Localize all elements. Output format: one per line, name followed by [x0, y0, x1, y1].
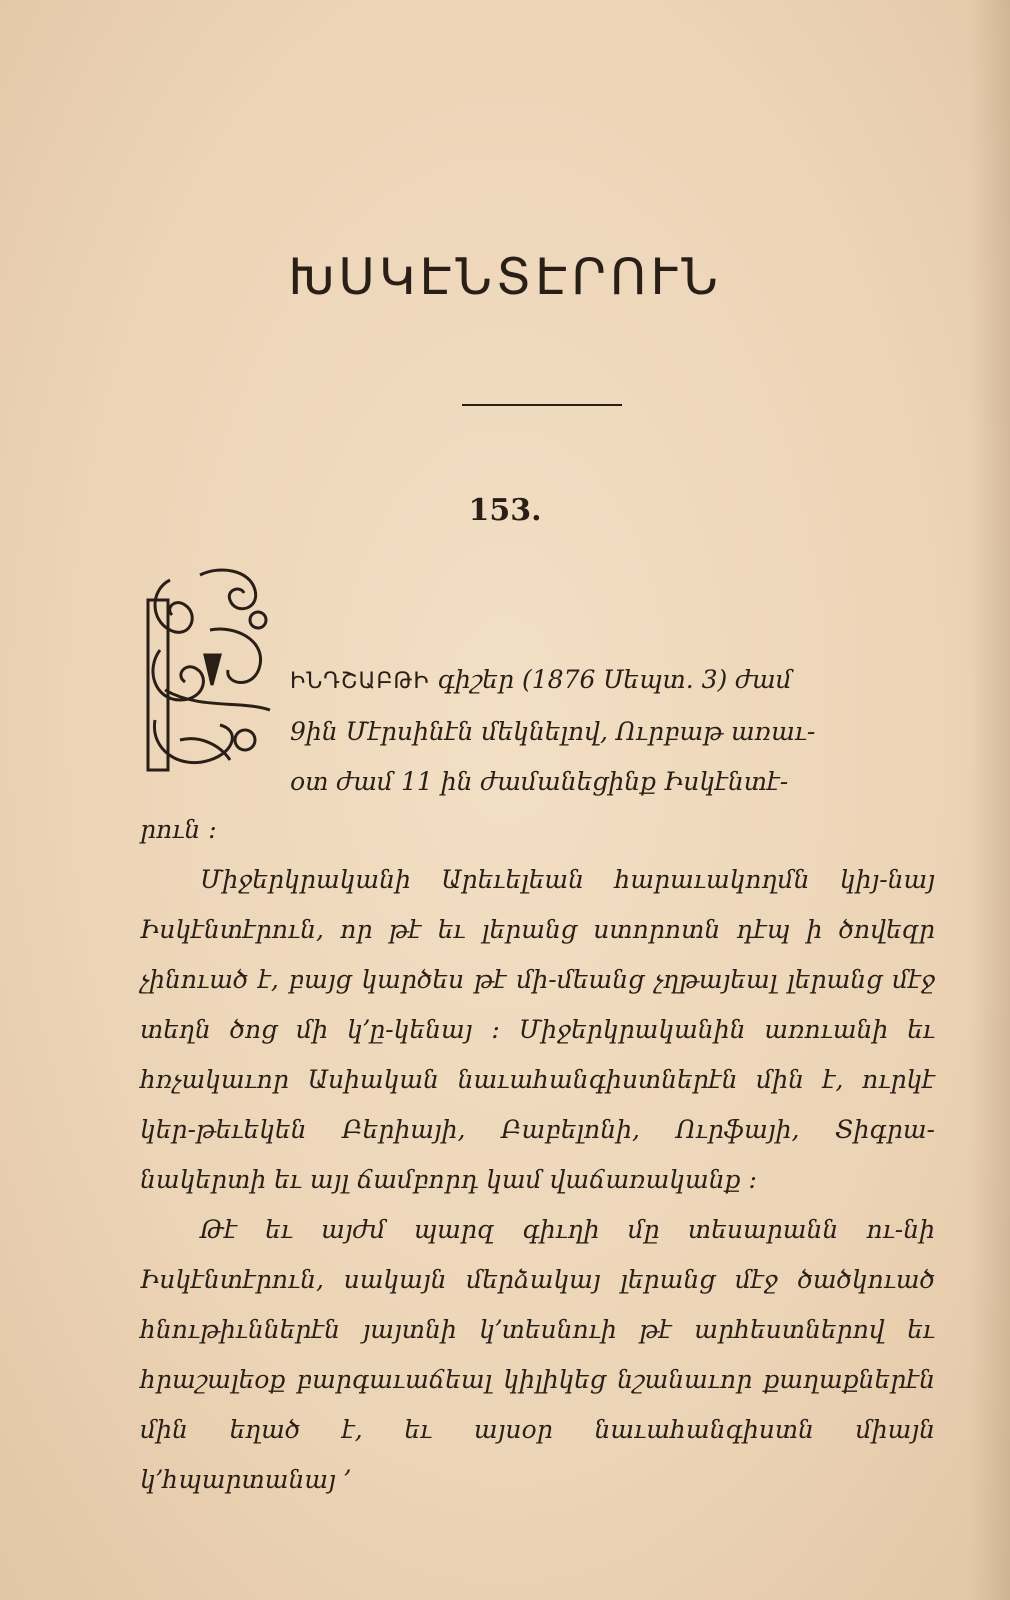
paragraph-2: Միջերկրականի Արեւելեան հարաւակողմն կիյ-նայ Իսկէնտէրուն, որ թէ եւ լերանց ստորոտն դէպ ի ծովեզր չինուած է, բայց կարծես թէ մի-մեանց չղթայեալ լերանց մէջ տեղն ծոց մի կ՚ը-կենայ ։ Միջերկրականին առուանի եւ հռչակաւոր Ասիական նաւահանգիստներէն մին է, ուրկէ կեր-թեւեկեն Բերիայի, Բաբելոնի, Ուրֆայի, Տիգրա-նակերտի եւ այլ ճամբորդ կամ վաճառականք ։: [140, 865, 935, 1194]
title-rule: [462, 404, 622, 406]
page-title: ԽՍԿԷՆՏԷՐՈՒՆ: [288, 248, 722, 306]
paragraph-3: Թէ եւ այժմ պարզ գիւղի մը տեսարանն ու-նի Իսկէնտէրուն, սակայն մերձակայ լերանց մէջ ծածկուած հնութիւններէն յայտնի կ՚տեսնուի թէ արհեստներով եւ հրաշալեօք բարգաւաճեալ կիլիկեց նշանաւոր քաղաքներէն մին եղած է, եւ այսօր նաւահանգիստն միայն կ՚հպարտանայ ՚: [140, 1215, 935, 1494]
page-edge-shadow: [970, 0, 1010, 1600]
entry-number: 153.: [468, 493, 542, 528]
entry-body: [140, 805, 935, 1505]
opening-line-1-rest: գիշեր (1876 Սեպտ. 3) ժամ: [429, 665, 792, 694]
opening-line-2: 9ին Մէրսինէն մեկնելով, Ուրբաթ առաւ-: [290, 717, 816, 746]
opening-line-1: [290, 655, 935, 707]
opening-line-3: օտ ժամ 11 ին ժամանեցինք Իսկէնտէ-: [290, 767, 789, 796]
lead-capitals: ԻՆԴՇԱԲԹԻ: [290, 669, 430, 694]
entry-opening: [290, 655, 935, 807]
ornamental-drop-capital-icon: [140, 560, 282, 780]
paragraph-1-tail: րուն ։: [140, 815, 217, 844]
